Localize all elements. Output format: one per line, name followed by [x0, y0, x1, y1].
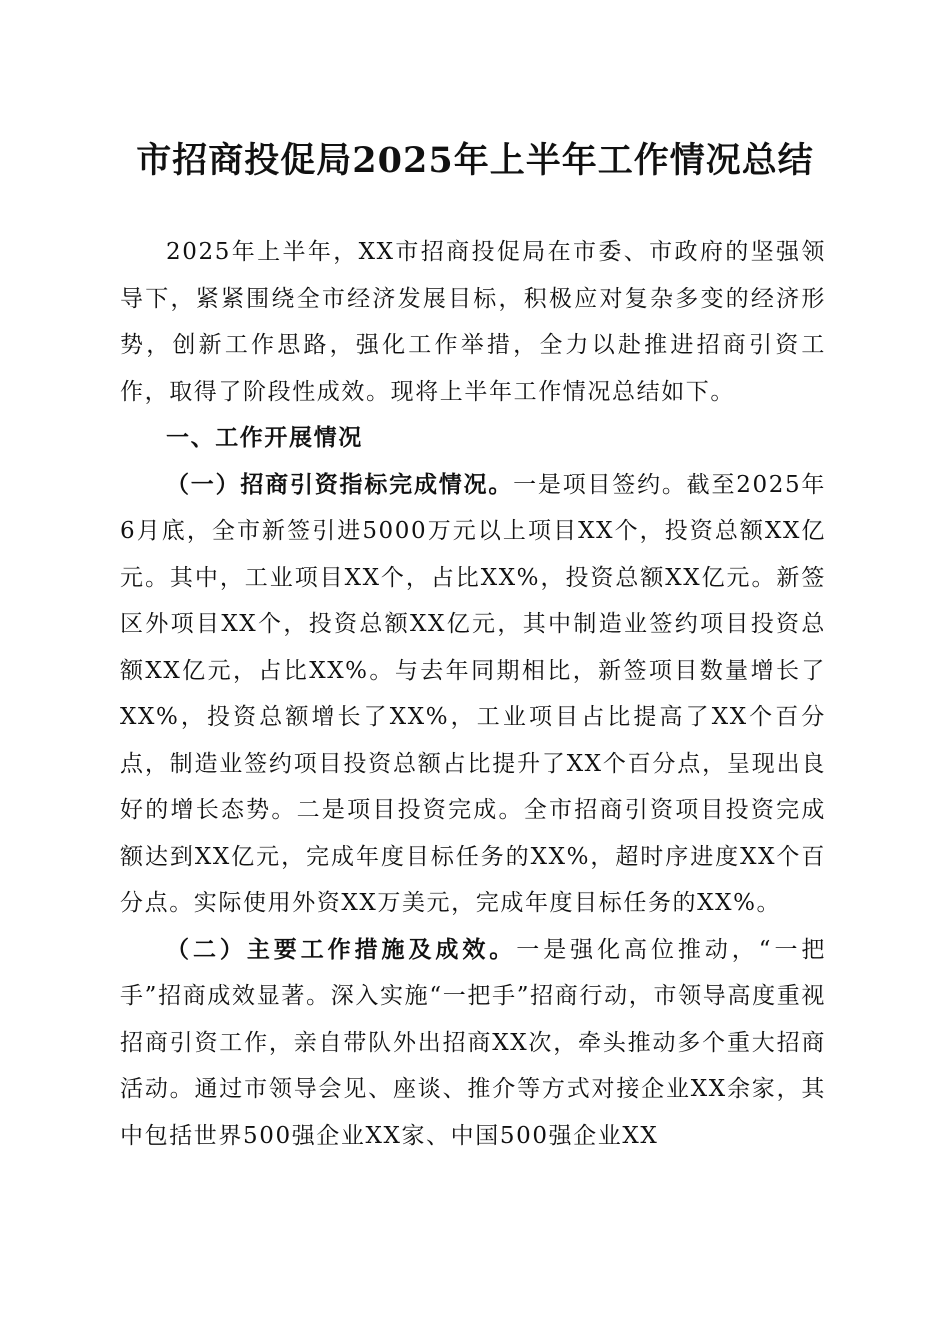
document-title: 市招商投促局2025年上半年工作情况总结	[136, 140, 814, 181]
subsection-indicators-text: 一是项目签约。截至2025年6月底，全市新签引进5000万元以上项目XX个，投资总额XX亿元。其中，工业项目XX个，占比XX%，投资总额XX亿元。新签区外项目XX个，投资总额XX亿元，其中制造业签约项目投资总额XX亿元，占比XX%。与去年同期相比，新签项目数量增长了XX%，投资总额增长了XX%，工业项目占比提高了XX个百分点，制造业签约项目投资总额占比提升了XX个百分点，呈现出良好的增长态势。二是项目投资完成。全市招商引资项目投资完成额达到XX亿元，完成年度目标任务的XX%，超时序进度XX个百分点。实际使用外资XX万美元，完成年度目标任务的XX%。	[120, 471, 826, 916]
subsection-indicators-heading: （一）招商引资指标完成情况。	[166, 470, 514, 498]
document-body	[120, 229, 826, 1159]
intro-paragraph: 2025年上半年，XX市招商投促局在市委、市政府的坚强领导下，紧紧围绕全市经济发展目标，积极应对复杂多变的经济形势，创新工作思路，强化工作举措，全力以赴推进招商引资工作，取得了阶段性成效。现将上半年工作情况总结如下。	[120, 239, 826, 405]
section-heading-work-progress: 一、工作开展情况	[166, 424, 363, 451]
subsection-indicators-paragraph	[120, 462, 826, 927]
subsection-measures-paragraph	[120, 927, 826, 1160]
subsection-measures-heading: （二）主要工作措施及成效。	[166, 935, 517, 963]
subsection-measures-text: 一是强化高位推动，“一把手”招商成效显著。深入实施“一把手”招商行动，市领导高度重视招商引资工作，亲自带队外出招商XX次，牵头推动多个重大招商活动。通过市领导会见、座谈、推介等方式对接企业XX余家，其中包括世界500强企业XX家、中国500强企业XX	[120, 936, 826, 1149]
